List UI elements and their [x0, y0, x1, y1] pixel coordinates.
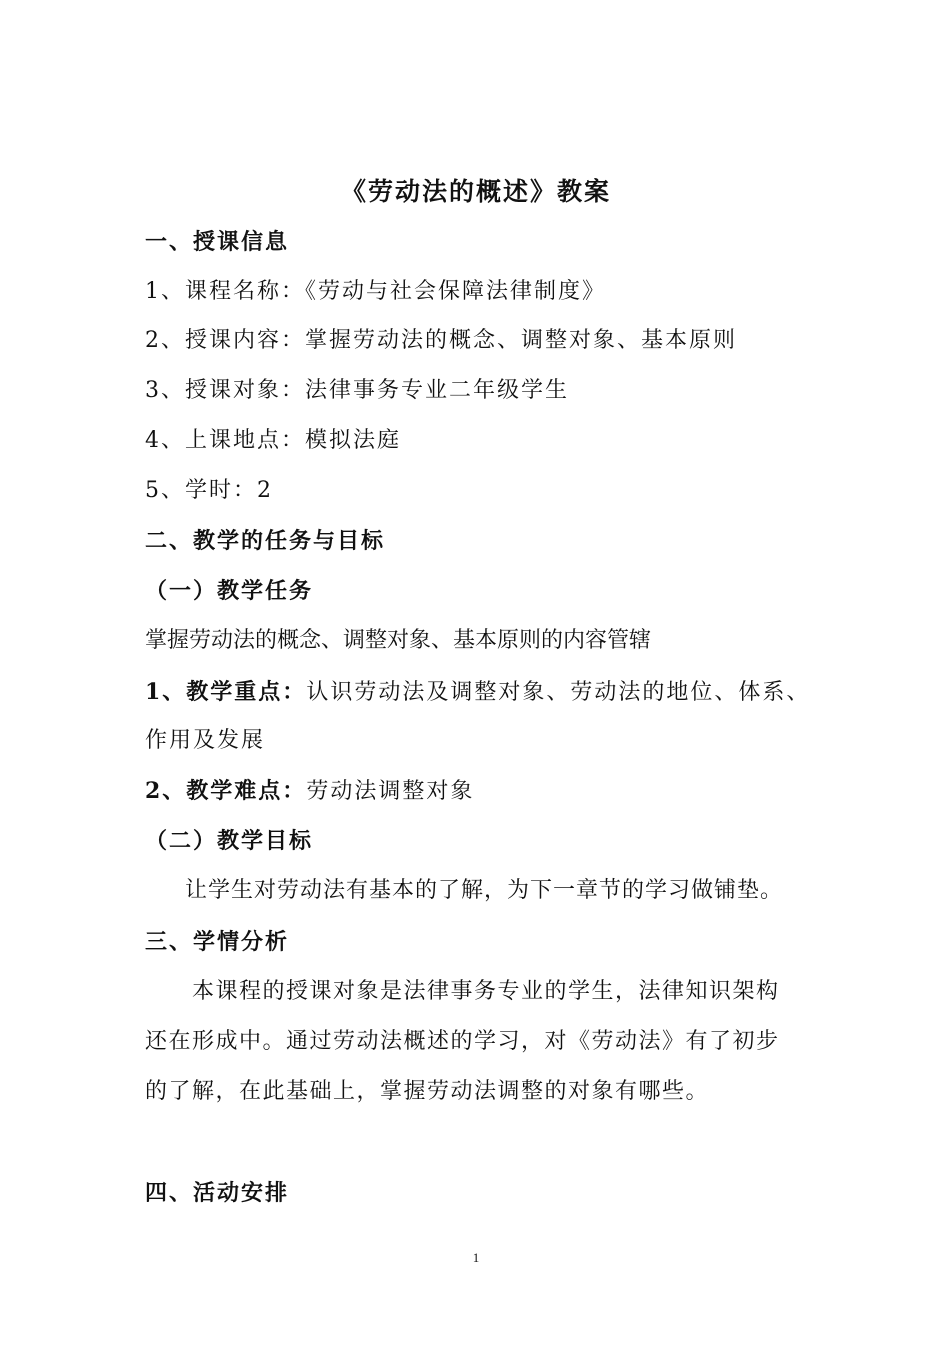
learner-analysis-line-2: 还在形成中。通过劳动法概述的学习，对《劳动法》有了初步 [145, 1029, 780, 1054]
info-item-location: 4、上课地点：模拟法庭 [145, 428, 401, 453]
info-item-course-name: 1、课程名称：《劳动与社会保障法律制度》 [145, 279, 606, 304]
learner-analysis-line-3: 的了解，在此基础上，掌握劳动法调整的对象有哪些。 [145, 1079, 710, 1104]
page-number: 1 [472, 1250, 480, 1265]
key-point-text-continued: 作用及发展 [145, 728, 266, 753]
info-item-hours: 5、学时：2 [145, 478, 273, 503]
subheading-teaching-task: （一）教学任务 [145, 578, 314, 604]
difficult-point-label: 2、教学难点： [145, 778, 307, 804]
info-item-content: 2、授课内容：掌握劳动法的概念、调整对象、基本原则 [145, 328, 737, 353]
section-heading-learner-analysis: 三、学情分析 [145, 929, 290, 955]
info-item-audience: 3、授课对象：法律事务专业二年级学生 [145, 378, 569, 403]
section-heading-course-info: 一、授课信息 [145, 229, 290, 255]
document-title: 《劳动法的概述》教案 [340, 177, 611, 206]
section-heading-activities: 四、活动安排 [145, 1180, 290, 1206]
key-point-text: 认识劳动法及调整对象、劳动法的地位、体系、 [306, 680, 811, 705]
teaching-task-text: 掌握劳动法的概念、调整对象、基本原则的内容管辖 [145, 628, 652, 653]
learner-analysis-line-1: 本课程的授课对象是法律事务专业的学生，法律知识架构 [192, 979, 780, 1004]
difficult-point-line [145, 776, 474, 807]
section-heading-tasks-goals: 二、教学的任务与目标 [145, 528, 386, 554]
difficult-point-text: 劳动法调整对象 [306, 779, 475, 804]
key-point-line [145, 677, 810, 708]
teaching-goal-text: 让学生对劳动法有基本的了解，为下一章节的学习做铺垫。 [185, 878, 784, 903]
subheading-teaching-goal: （二）教学目标 [145, 828, 314, 854]
key-point-label: 1、教学重点： [145, 679, 307, 705]
